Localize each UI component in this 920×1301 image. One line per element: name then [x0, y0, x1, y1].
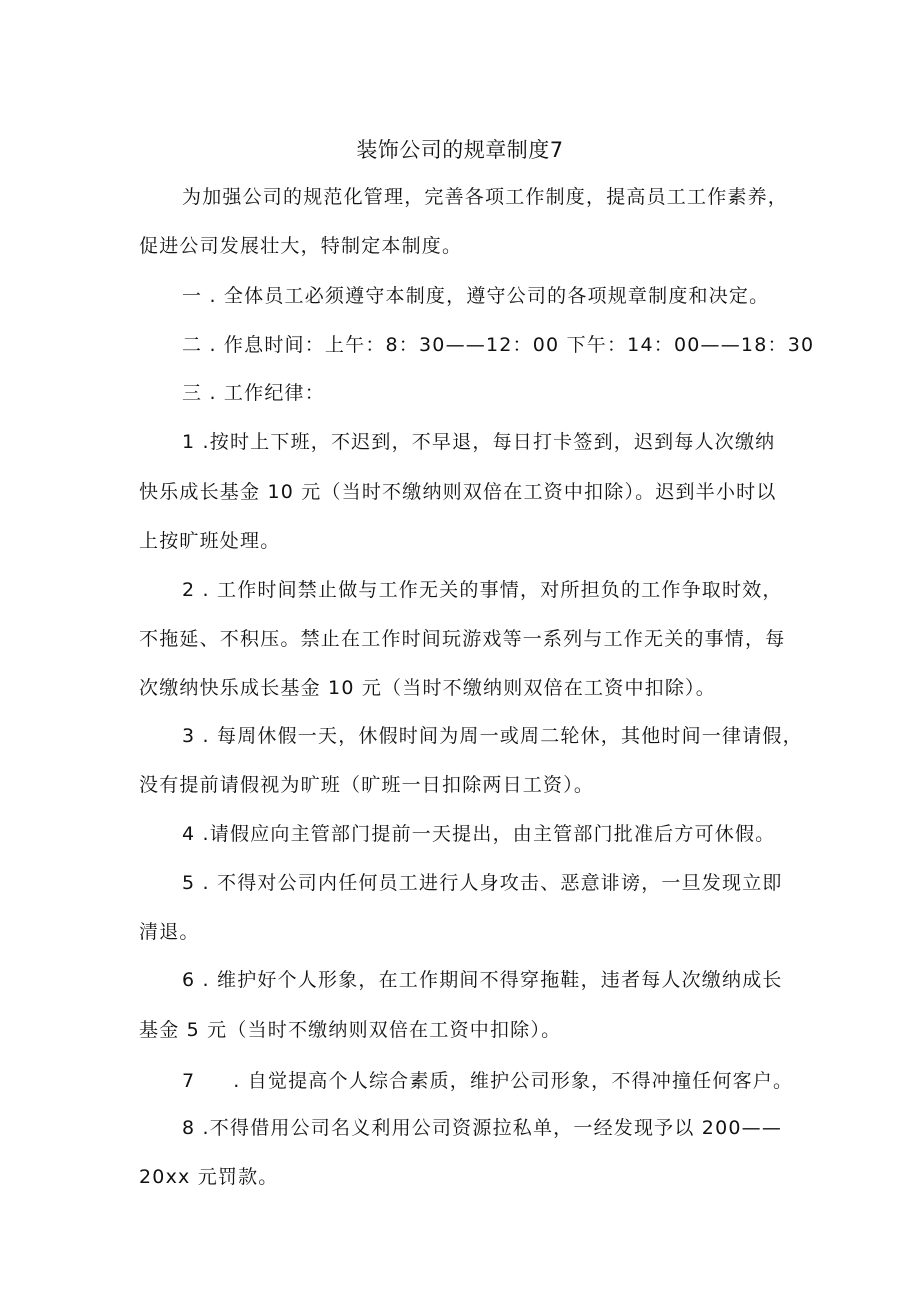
- rule-4-line-1: 4 .请假应向主管部门提前一天提出，由主管部门批准后方可休假。: [182, 823, 776, 845]
- rule-5-line-1: 5 . 不得对公司内任何员工进行人身攻击、恶意诽谤，一旦发现立即: [182, 872, 783, 894]
- rule-3-line-1: 3 . 每周休假一天，休假时间为周一或周二轮休，其他时间一律请假，: [182, 725, 803, 747]
- rule-2-line-3: 次缴纳快乐成长基金 10 元（当时不缴纳则双倍在工资中扣除）。: [139, 677, 716, 699]
- rule-6-line-2: 基金 5 元（当时不缴纳则双倍在工资中扣除）。: [139, 1019, 562, 1041]
- rule-1-line-1: 1 .按时上下班，不迟到，不早退，每日打卡签到，迟到每人次缴纳: [182, 431, 776, 453]
- rule-1-line-3: 上按旷班处理。: [139, 530, 281, 552]
- rule-7-text: . 自觉提高个人综合素质，维护公司形象，不得冲撞任何客户。: [233, 1070, 794, 1092]
- section-3-heading: 三 . 工作纪律：: [182, 382, 325, 404]
- rule-6-line-1: 6 . 维护好个人形象，在工作期间不得穿拖鞋，违者每人次缴纳成长: [182, 969, 783, 991]
- document-title: 装饰公司的规章制度7: [356, 138, 564, 162]
- intro-line-2: 促进公司发展壮大，特制定本制度。: [139, 235, 463, 257]
- rule-2-line-2: 不拖延、不积压。禁止在工作时间玩游戏等一系列与工作无关的事情，每: [139, 628, 786, 650]
- rule-5-line-2: 清退。: [139, 921, 200, 943]
- rule-1-line-2: 快乐成长基金 10 元（当时不缴纳则双倍在工资中扣除）。迟到半小时以: [139, 481, 777, 503]
- rule-3-line-2: 没有提前请假视为旷班（旷班一日扣除两日工资）。: [139, 774, 595, 796]
- rule-2-line-1: 2 . 工作时间禁止做与工作无关的事情，对所担负的工作争取时效，: [182, 579, 783, 601]
- rule-7-number: 7: [182, 1070, 196, 1092]
- section-2-hours: 二 . 作息时间：上午：8：30——12：00 下午：14：00——18：30: [182, 334, 815, 356]
- rule-8-line-2: 20xx 元罚款。: [139, 1166, 279, 1188]
- intro-line-1: 为加强公司的规范化管理，完善各项工作制度，提高员工工作素养，: [182, 186, 789, 208]
- rule-7-line-1: [182, 1067, 793, 1095]
- section-1: 一 . 全体员工必须遵守本制度，遵守公司的各项规章制度和决定。: [182, 285, 770, 307]
- rule-8-line-1: 8 .不得借用公司名义利用公司资源拉私单，一经发现予以 200——: [182, 1117, 783, 1139]
